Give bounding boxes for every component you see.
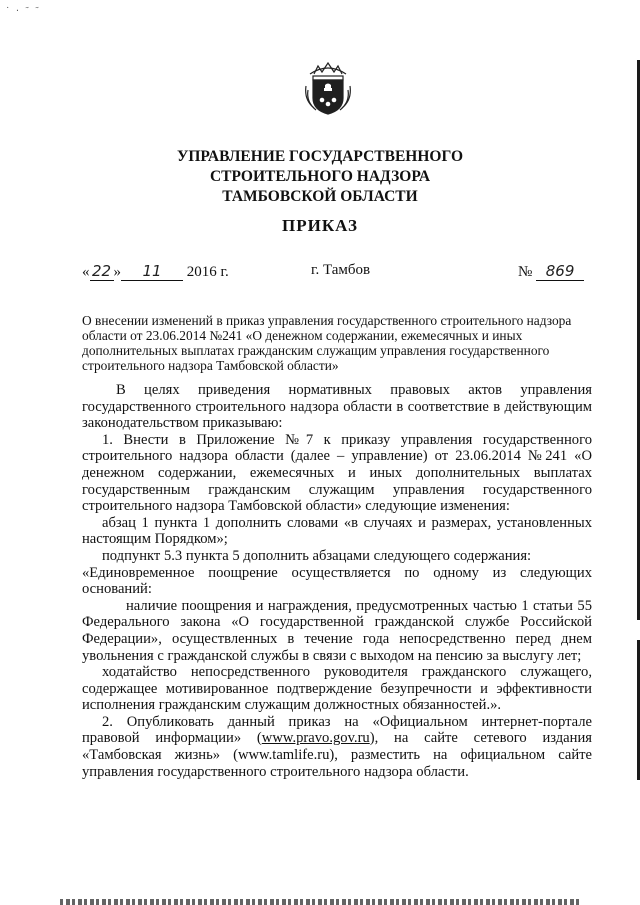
number-label: № — [518, 264, 533, 280]
clause-2-text-a: 2. Опубликовать данный приказ на «Официальном интернет-портале правовой информации» ( — [82, 713, 592, 747]
org-name-line-1: УПРАВЛЕНИЕ ГОСУДАРСТВЕННОГО — [176, 148, 464, 165]
scan-marks: ˙ ‧ ˜ ˜ — [6, 6, 41, 17]
tambov-coat-of-arms-icon — [304, 60, 352, 116]
number-value: 869 — [536, 262, 584, 281]
clause-2-text-b: ), на сайте сетевого издания «Тамбовская жизнь» (www.tamlife.ru), разместить на официальном сайте управления государственного строительного надзора области. — [82, 730, 592, 780]
order-number — [518, 262, 584, 281]
order-city: г. Тамбов — [311, 262, 371, 278]
org-name-line-2: СТРОИТЕЛЬНОГО НАДЗОРА — [209, 168, 431, 185]
order-subject: О внесении изменений в приказ управления государственного строительного надзора области от 23.06.2014 №241 «О денежном содержании, ежемесячных и иных дополнительных выплатах гражданским служащим управления государственного строительного надзора Тамбовской области» — [82, 313, 572, 373]
scan-bottom-edge — [60, 899, 580, 905]
org-name-line-3: ТАМБОВСКОЙ ОБЛАСТИ — [222, 188, 418, 205]
order-date — [82, 262, 229, 281]
amendment-paragraph-1: абзац 1 пункта 1 дополнить словами «в случаях и размерах, установленных настоящим Порядком»; — [82, 514, 592, 548]
document-type-title: ПРИКАЗ — [282, 216, 358, 235]
date-month: 11 — [121, 262, 183, 281]
preamble-paragraph: В целях приведения нормативных правовых актов управления государственного строительного надзора области в соответствие в действующим законодательством приказываю: — [82, 382, 592, 432]
amendment-paragraph-2: подпункт 5.3 пункта 5 дополнить абзацами следующего содержания: — [102, 547, 532, 564]
date-day: 22 — [90, 262, 114, 281]
quoted-paragraph-1: «Единовременное поощрение осуществляется по одному из следующих оснований: — [82, 564, 592, 598]
date-year: 2016 г. — [186, 264, 229, 280]
pravo-link[interactable]: www.pravo.gov.ru — [261, 730, 370, 747]
date-close-quote: » — [113, 264, 121, 280]
clause-1-paragraph: 1. Внести в Приложение №7 к приказу управления государственного строительного надзора области (далее – управление) от 23.06.2014 №241 «О денежном содержании, ежемесячных и иных дополнительных выплатах государственным гражданским служащим управления государственного строительного надзора Тамбовской области» следующие изменения: — [82, 431, 592, 515]
date-open-quote: « — [82, 264, 90, 280]
order-body — [82, 382, 592, 780]
clause-2-paragraph — [82, 714, 592, 780]
quoted-paragraph-3: ходатайство непосредственного руководителя гражданского служащего, содержащее мотивированное подтверждение безупречности и эффективности исполнения гражданским служащим должностных обязанностей.». — [82, 664, 592, 714]
quoted-paragraph-2: наличие поощрения и награждения, предусмотренных частью 1 статьи 55 Федерального закона «О государственной гражданской службе Российской Федерации», осуществленных в течение года непосредственно перед днем увольнения с гражданской службы в связи с выходом на пенсию за выслугу лет; — [82, 597, 592, 664]
